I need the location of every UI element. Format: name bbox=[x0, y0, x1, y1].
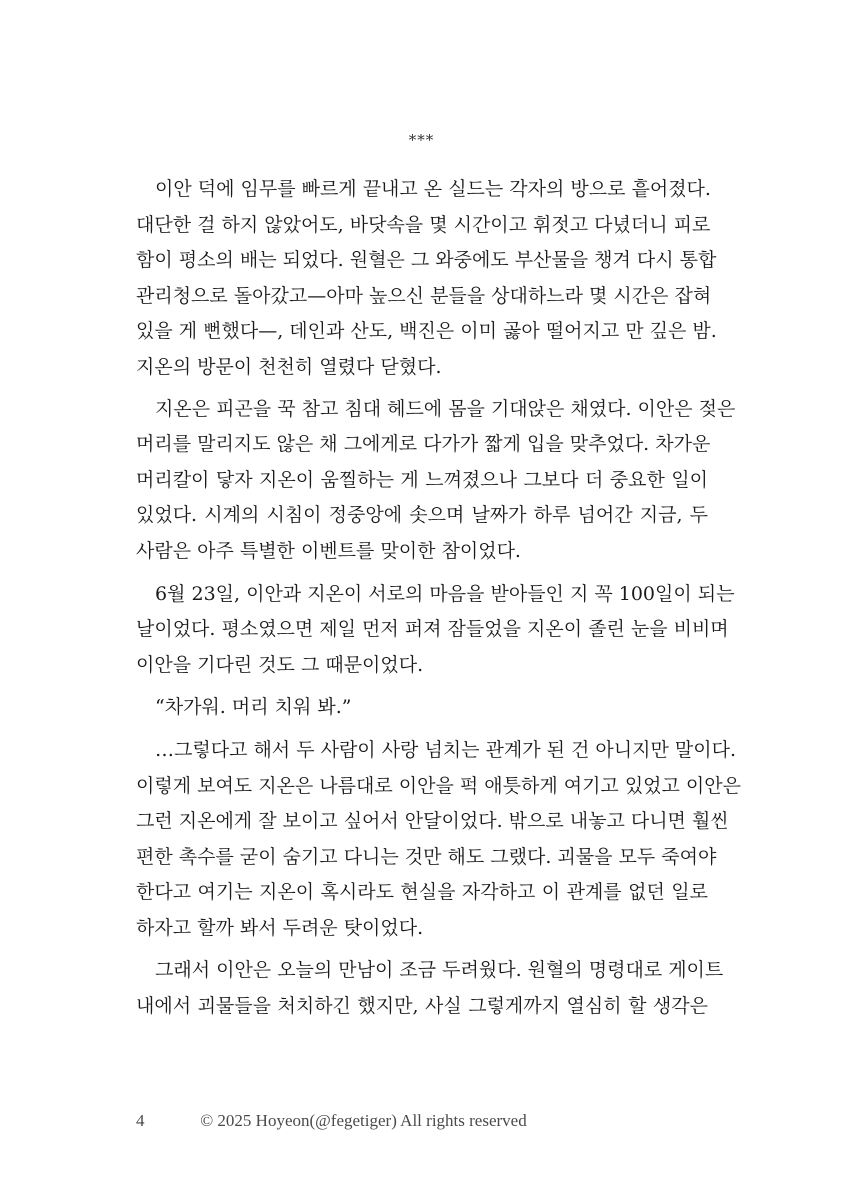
text-line: 그런 지온에게 잘 보이고 싶어서 안달이었다. 밖으로 내놓고 다니면 훨씬 bbox=[136, 810, 729, 833]
paragraph bbox=[136, 953, 724, 1024]
paragraph bbox=[136, 392, 736, 570]
text-line: 하자고 할까 봐서 두려운 탓이었다. bbox=[136, 916, 424, 939]
paragraph bbox=[136, 733, 741, 947]
copyright-notice: © 2025 Hoyeon(@fegetiger) All rights reserved bbox=[200, 1111, 527, 1130]
paragraph bbox=[136, 172, 717, 386]
text-line: 그래서 이안은 오늘의 만남이 조금 두려웠다. 원혈의 명령대로 게이트 bbox=[155, 959, 724, 982]
text-line: 지온의 방문이 천천히 열렸다 닫혔다. bbox=[136, 355, 442, 378]
text-line: 머리를 말리지도 않은 채 그에게로 다가가 짧게 입을 맞추었다. 차가운 bbox=[136, 433, 711, 456]
text-line: 있을 게 뻔했다—, 데인과 산도, 백진은 이미 곯아 떨어지고 만 깊은 밤. bbox=[136, 320, 717, 343]
text-line: 한다고 여기는 지온이 혹시라도 현실을 자각하고 이 관계를 없던 일로 bbox=[136, 881, 708, 904]
text-line: 있었다. 시계의 시침이 정중앙에 솟으며 날짜가 하루 넘어간 지금, 두 bbox=[136, 504, 708, 527]
text-line: …그렇다고 해서 두 사람이 사랑 넘치는 관계가 된 건 아니지만 말이다. bbox=[155, 738, 736, 761]
text-line: 대단한 걸 하지 않았어도, 바닷속을 몇 시간이고 휘젓고 다녔더니 피로 bbox=[136, 213, 711, 236]
text-line: 내에서 괴물들을 처치하긴 했지만, 사실 그렇게까지 열심히 할 생각은 bbox=[136, 995, 708, 1018]
paragraph bbox=[136, 577, 735, 684]
text-line: 날이었다. 평소였으면 제일 먼저 퍼져 잠들었을 지온이 졸린 눈을 비비며 bbox=[136, 618, 729, 641]
text-line: 이안을 기다린 것도 그 때문이었다. bbox=[136, 653, 424, 676]
text-line: “차가워. 머리 치워 봐.” bbox=[155, 696, 352, 719]
text-line: 6월 23일, 이안과 지온이 서로의 마음을 받아들인 지 꼭 100일이 되는 bbox=[155, 582, 735, 605]
text-line: 함이 평소의 배는 되었다. 원혈은 그 와중에도 부산물을 챙겨 다시 통합 bbox=[136, 249, 717, 272]
page-footer bbox=[136, 1111, 736, 1131]
text-line: 이안 덕에 임무를 빠르게 끝내고 온 실드는 각자의 방으로 흩어졌다. bbox=[155, 178, 711, 200]
text-line: 관리청으로 돌아갔고—아마 높으신 분들을 상대하느라 몇 시간은 잡혀 bbox=[136, 284, 712, 307]
text-line: 이렇게 보여도 지온은 나름대로 이안을 퍽 애틋하게 여기고 있었고 이안은 bbox=[136, 774, 741, 797]
text-line: 사람은 아주 특별한 이벤트를 맞이한 참이었다. bbox=[136, 539, 521, 562]
dialogue-paragraph bbox=[136, 690, 708, 726]
text-line: 편한 촉수를 굳이 숨기고 다니는 것만 해도 그랬다. 괴물을 모두 죽여야 bbox=[136, 845, 717, 868]
section-divider: *** bbox=[408, 131, 435, 149]
text-line: 머리칼이 닿자 지온이 움찔하는 게 느껴졌으나 그보다 더 중요한 일이 bbox=[136, 468, 708, 491]
text-line: 지온은 피곤을 꾹 참고 침대 헤드에 몸을 기대앉은 채였다. 이안은 젖은 bbox=[155, 397, 736, 420]
page-number: 4 bbox=[136, 1111, 145, 1130]
body-text bbox=[136, 172, 741, 1025]
